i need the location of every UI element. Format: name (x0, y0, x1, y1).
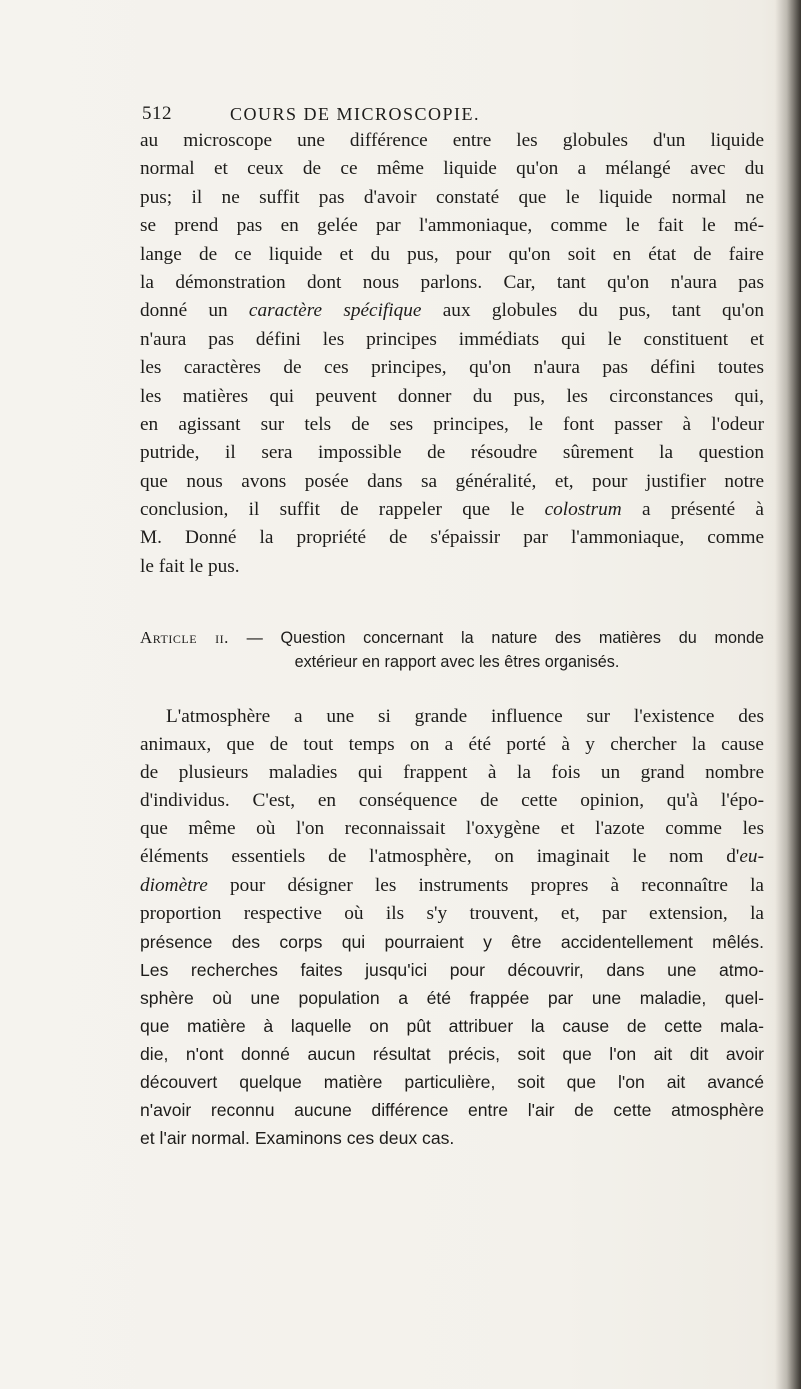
line-text: n'avoir reconnu aucune différence entre l'air de cette atmosphère (140, 1100, 764, 1121)
text-line (140, 269, 764, 297)
line-text: pour désigner les instruments propres à reconnaître la (207, 874, 764, 896)
italic-term: eu- (739, 846, 764, 868)
line-text: et l'air normal. Examinons ces deux cas. (140, 1128, 455, 1149)
text-line (140, 984, 764, 1012)
text-line (140, 184, 764, 212)
line-text: découvert quelque matière particulière, soit que l'on ait avancé (140, 1072, 764, 1093)
article-heading-text-1: — Question concernant la nature des matières du monde (228, 629, 765, 647)
line-text: au microscope une différence entre les globules d'un liquide (140, 130, 764, 151)
line-text: que matière à laquelle on pût attribuer la cause de cette mala- (140, 1016, 764, 1037)
line-text: en agissant sur tels de ses principes, le font passer à l'odeur (140, 413, 764, 435)
line-text: animaux, que de tout temps on a été porté à y chercher la cause (140, 734, 764, 756)
line-text: de plusieurs maladies qui frappent à la fois un grand nombre (140, 762, 764, 784)
text-line (140, 326, 764, 354)
text-line (140, 524, 764, 552)
line-text: se prend pas en gelée par l'ammoniaque, comme le fait le mé- (140, 215, 764, 237)
text-line (140, 1040, 764, 1068)
line-text: n'aura pas défini les principes immédiats qui le constituent et (140, 328, 764, 350)
line-text: putride, il sera impossible de résoudre sûrement la question (140, 442, 764, 464)
text-line (140, 439, 764, 467)
article-heading-line-1 (140, 626, 764, 650)
line-text: sphère où une population a été frappée par une maladie, quel- (140, 987, 764, 1008)
text-line (140, 354, 764, 382)
text-line (140, 843, 764, 871)
text-line (140, 1096, 764, 1124)
line-text: présence des corps qui pourraient y être accidentellement mêlés. (140, 931, 764, 952)
line-text: Les recherches faites jusqu'ici pour découvrir, dans une atmo- (140, 959, 764, 980)
text-line (140, 297, 764, 325)
text-line (140, 759, 764, 787)
line-text: lange de ce liquide et du pus, pour qu'on soit en état de faire (140, 243, 764, 265)
page-edge-shadow (775, 0, 801, 1389)
text-line (140, 212, 764, 240)
text-line (140, 468, 764, 496)
running-title: COURS DE MICROSCOPIE. (230, 104, 481, 124)
page-number: 512 (142, 103, 172, 124)
line-text: conclusion, il suffit de rappeler que le (140, 499, 545, 521)
text-line (140, 411, 764, 439)
text-line (140, 383, 764, 411)
line-text: pus; il ne suffit pas d'avoir constaté que le liquide normal ne (140, 186, 764, 208)
line-text: die, n'ont donné aucun résultat précis, soit que l'on ait dit avoir (140, 1044, 764, 1065)
line-text: les caractères de ces principes, qu'on n'aura pas défini toutes (140, 357, 764, 379)
text-line (140, 956, 764, 984)
line-text: éléments essentiels de l'atmosphère, on imaginait le nom d' (140, 846, 740, 868)
italic-term: caractère spécifique (248, 300, 422, 322)
text-line (140, 900, 764, 928)
line-text: proportion respective où ils s'y trouvent, et, par extension, la (140, 902, 764, 924)
text-line (140, 872, 764, 900)
line-text: L'atmosphère a une si grande influence sur l'existence des (166, 706, 764, 727)
line-text: que même où l'on reconnaissait l'oxygène et l'azote comme les (140, 818, 764, 840)
text-line (140, 241, 764, 269)
running-head (142, 103, 702, 127)
line-text: que nous avons posée dans sa généralité, et, pour justifier notre (140, 470, 764, 492)
line-text: M. Donné la propriété de s'épaissir par l'ammoniaque, comme (140, 527, 764, 549)
line-text: aux globules du pus, tant qu'on (421, 300, 765, 322)
italic-term: colostrum (544, 499, 622, 521)
text-line (140, 1012, 764, 1040)
text-line (140, 1068, 764, 1096)
text-line (140, 155, 764, 183)
line-text: d'individus. C'est, en conséquence de cette opinion, qu'à l'épo- (140, 790, 764, 812)
text-line (140, 553, 764, 581)
text-line (140, 703, 764, 731)
line-text: donné un (140, 300, 249, 322)
line-text: la démonstration dont nous parlons. Car, tant qu'on n'aura pas (140, 271, 764, 293)
line-text: normal et ceux de ce même liquide qu'on a mélangé avec du (140, 158, 764, 180)
paragraph-2 (140, 703, 764, 1153)
text-line (140, 127, 764, 155)
line-text: les matières qui peuvent donner du pus, les circonstances qui, (140, 385, 764, 407)
italic-term: diomètre (140, 874, 208, 896)
article-heading-line-2: extérieur en rapport avec les êtres organisés. (294, 653, 620, 671)
text-line (140, 731, 764, 759)
article-label: Article ii. (140, 628, 229, 647)
text-line (140, 815, 764, 843)
text-line (140, 787, 764, 815)
line-text: a présenté à (621, 499, 764, 521)
paragraph-1 (140, 127, 764, 581)
text-line (140, 928, 764, 956)
text-line (140, 1124, 764, 1152)
article-heading (140, 626, 764, 674)
line-text: le fait le pus. (140, 555, 240, 577)
text-line (140, 496, 764, 524)
